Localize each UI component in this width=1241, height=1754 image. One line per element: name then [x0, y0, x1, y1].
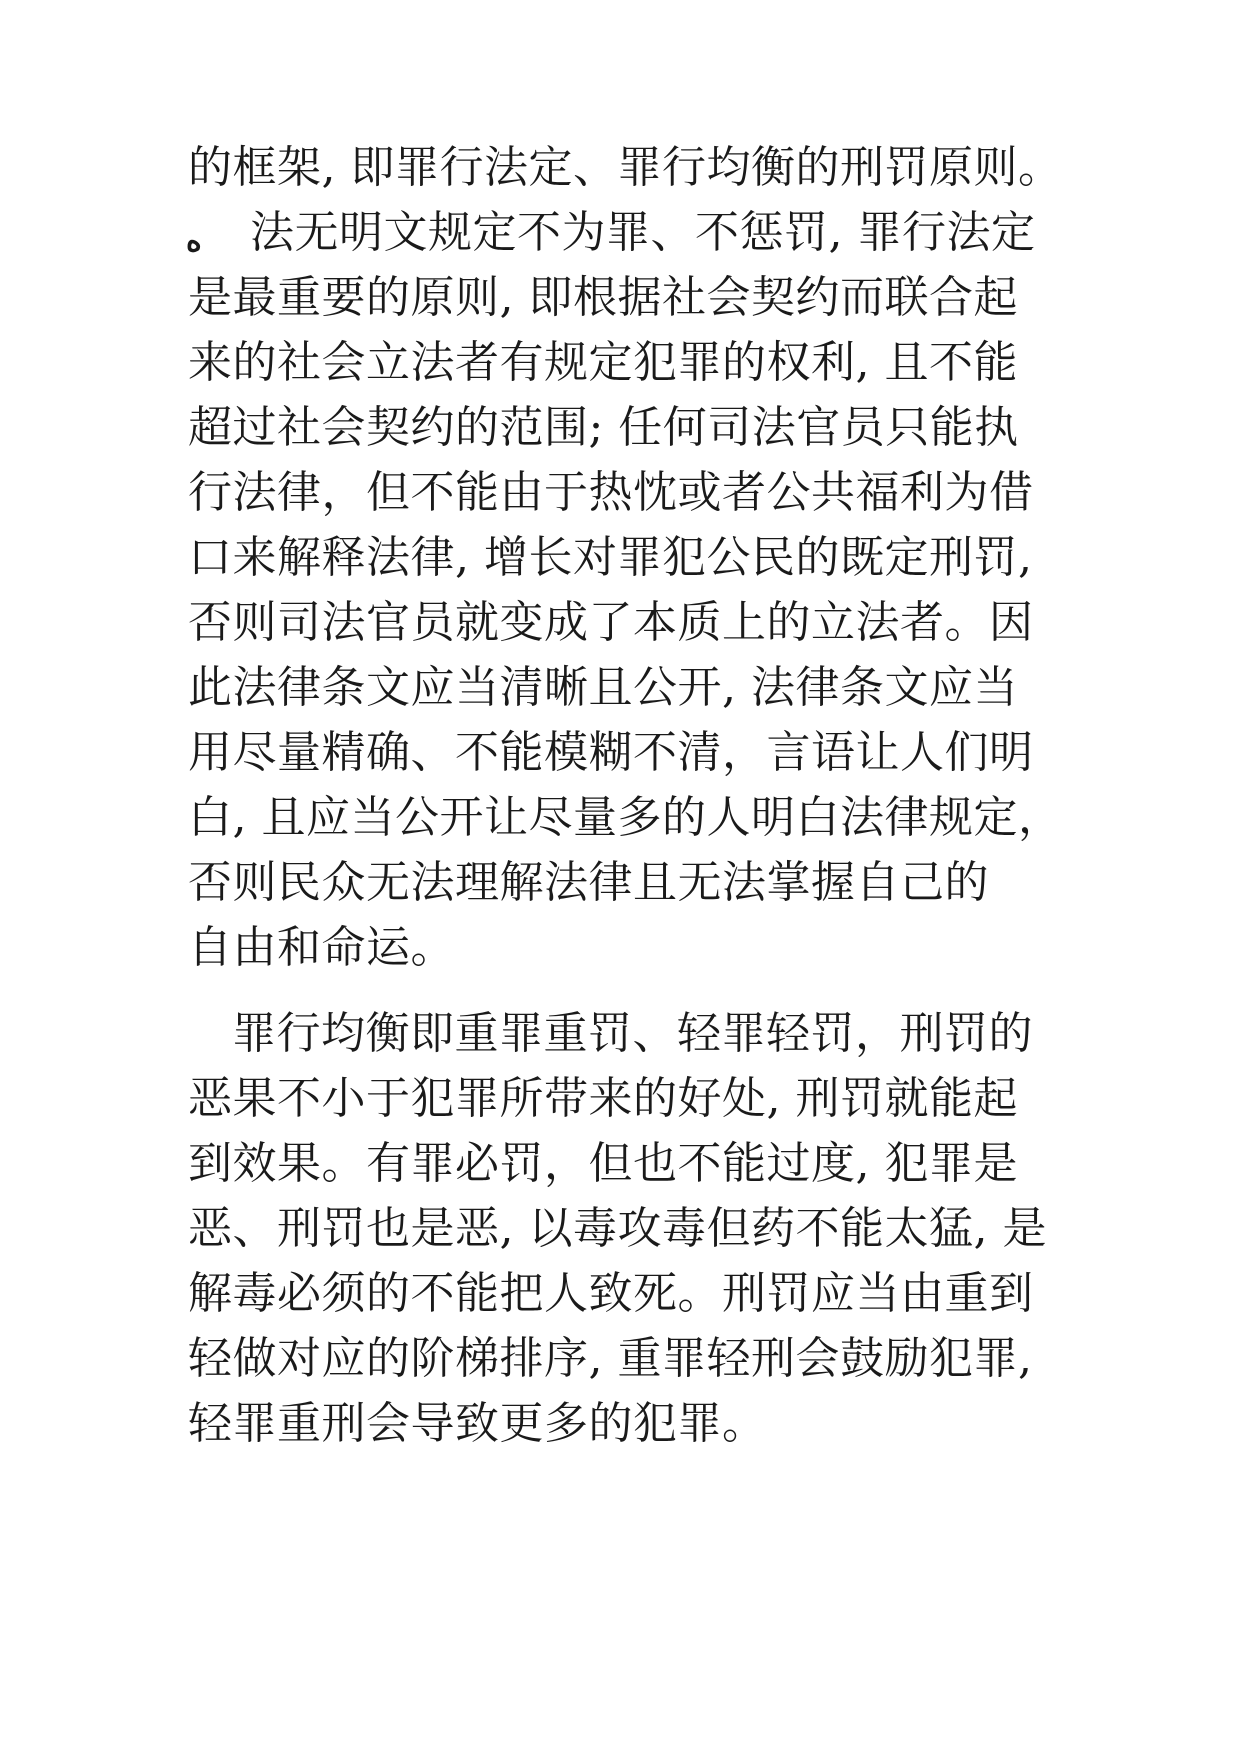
text-line: 的框架, 即罪行法定、罪行均衡的刑罚原则。: [188, 142, 1063, 193]
text-line: 口来解释法律, 增长对罪犯公民的既定刑罚,: [188, 532, 1033, 583]
text-line: 白, 且应当公开让尽量多的人明白法律规定，: [188, 792, 1063, 843]
text-line: 否则司法官员就变成了本质上的立法者。因: [188, 597, 1034, 648]
text-line: 此法律条文应当清晰且公开, 法律条文应当: [188, 662, 1018, 713]
stray-mark: ه: [186, 224, 202, 259]
text-line: 轻做对应的阶梯排序, 重罪轻刑会鼓励犯罪,: [188, 1333, 1033, 1384]
text-line: 恶果不小于犯罪所带来的好处, 刑罚就能起: [188, 1073, 1018, 1124]
text-line: 行法律，但不能由于热忱或者公共福利为借: [188, 467, 1034, 518]
text-line: 自由和命运。: [188, 922, 455, 973]
text-line: 到效果。有罪必罚，但也不能过度, 犯罪是: [188, 1138, 1018, 1189]
text-line: 法无明文规定不为罪、不惩罚, 罪行法定: [250, 207, 1036, 258]
text-line: 来的社会立法者有规定犯罪的权利, 且不能: [188, 337, 1018, 388]
text-line: 解毒必须的不能把人致死。刑罚应当由重到: [188, 1268, 1034, 1319]
text-line: 是最重要的原则, 即根据社会契约而联合起: [188, 272, 1018, 323]
text-line: 用尽量精确、不能模糊不清，言语让人们明: [188, 727, 1034, 778]
text-line: 恶、刑罚也是恶, 以毒攻毒但药不能太猛, 是: [188, 1203, 1047, 1254]
text-line: 否则民众无法理解法律且无法掌握自己的: [188, 857, 989, 908]
text-line: 超过社会契约的范围; 任何司法官员只能执: [188, 402, 1019, 453]
text-line: 轻罪重刑会导致更多的犯罪。: [188, 1398, 767, 1449]
text-line: 罪行均衡即重罪重罚、轻罪轻罚，刑罚的: [232, 1008, 1033, 1059]
